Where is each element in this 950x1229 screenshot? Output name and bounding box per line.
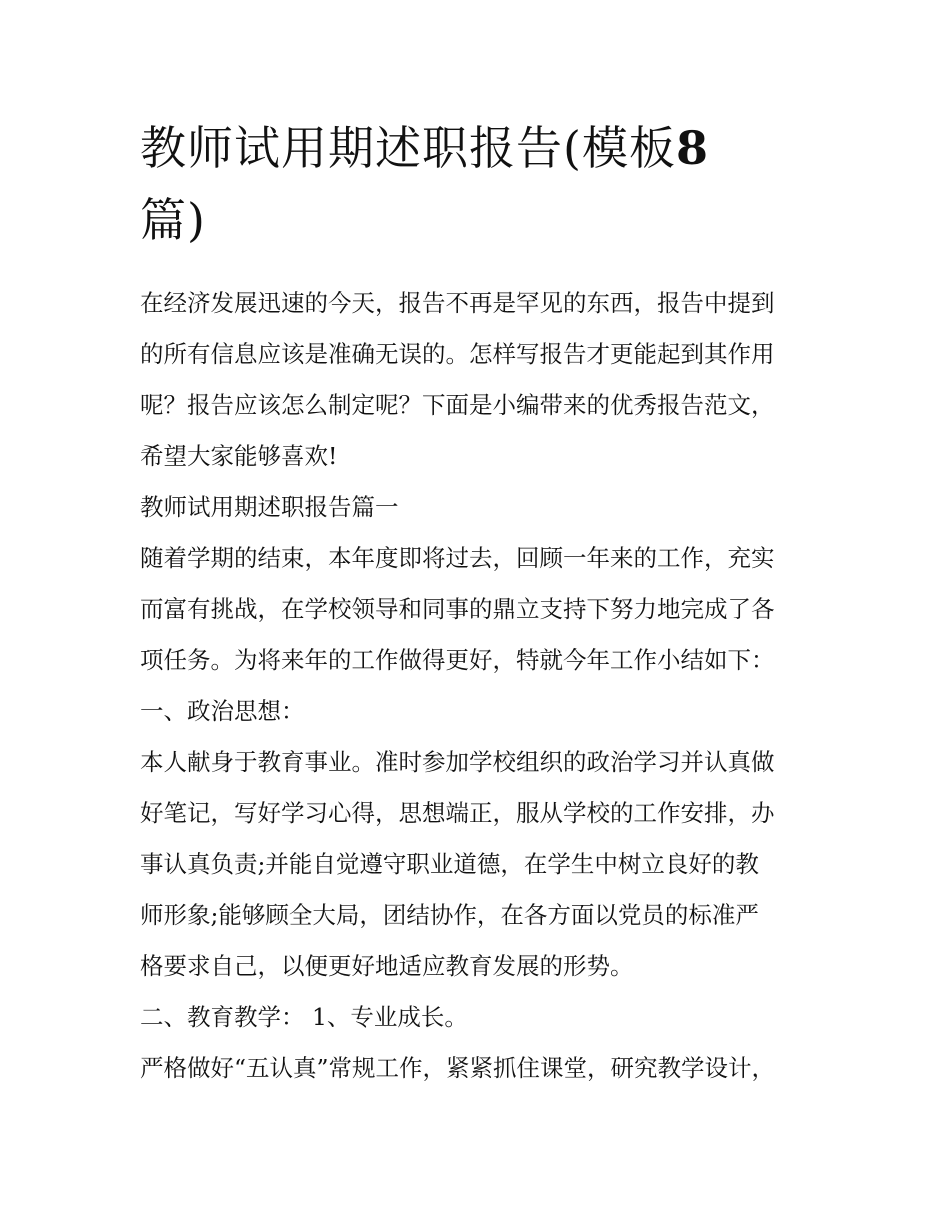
politics-line-2: 好笔记，写好学习心得，思想端正，服从学校的工作安排，办 <box>140 799 775 827</box>
document-body <box>140 278 820 1094</box>
body-line-3: 项任务。为将来年的工作做得更好，特就今年工作小结如下： <box>140 646 775 674</box>
body-line-2: 而富有挑战，在学校领导和同事的鼎立支持下努力地完成了各 <box>140 595 775 623</box>
subheading-politics: 一、政治思想： <box>140 697 305 725</box>
politics-line-1: 本人献身于教育事业。准时参加学校组织的政治学习并认真做 <box>140 748 775 776</box>
section-heading-part-one: 教师试用期述职报告篇一 <box>140 493 399 521</box>
page-title <box>140 112 820 256</box>
politics-line-3: 事认真负责;并能自觉遵守职业道德，在学生中树立良好的教 <box>140 850 759 878</box>
body-line-1: 随着学期的结束，本年度即将过去，回顾一年来的工作，充实 <box>140 544 775 572</box>
intro-line-2: 的所有信息应该是准确无误的。怎样写报告才更能起到其作用 <box>140 340 775 368</box>
intro-line-4: 希望大家能够喜欢! <box>140 442 338 470</box>
title-number: 8 <box>675 121 709 175</box>
teaching-line-1: 严格做好“五认真”常规工作，紧紧抓住课堂，研究教学设计， <box>140 1054 776 1082</box>
intro-line-1: 在经济发展迅速的今天，报告不再是罕见的东西，报告中提到 <box>140 289 775 317</box>
title-line-1: 教师试用期述职报告(模板 <box>140 121 676 175</box>
politics-line-5: 格要求自己，以便更好地适应教育发展的形势。 <box>140 952 634 980</box>
politics-line-4: 师形象;能够顾全大局，团结协作，在各方面以党员的标准严 <box>140 901 759 929</box>
intro-line-3: 呢？报告应该怎么制定呢？下面是小编带来的优秀报告范文， <box>140 391 775 419</box>
subheading-teaching: 二、教育教学： 1、专业成长。 <box>140 1003 468 1031</box>
title-line-2: 篇) <box>140 193 206 247</box>
